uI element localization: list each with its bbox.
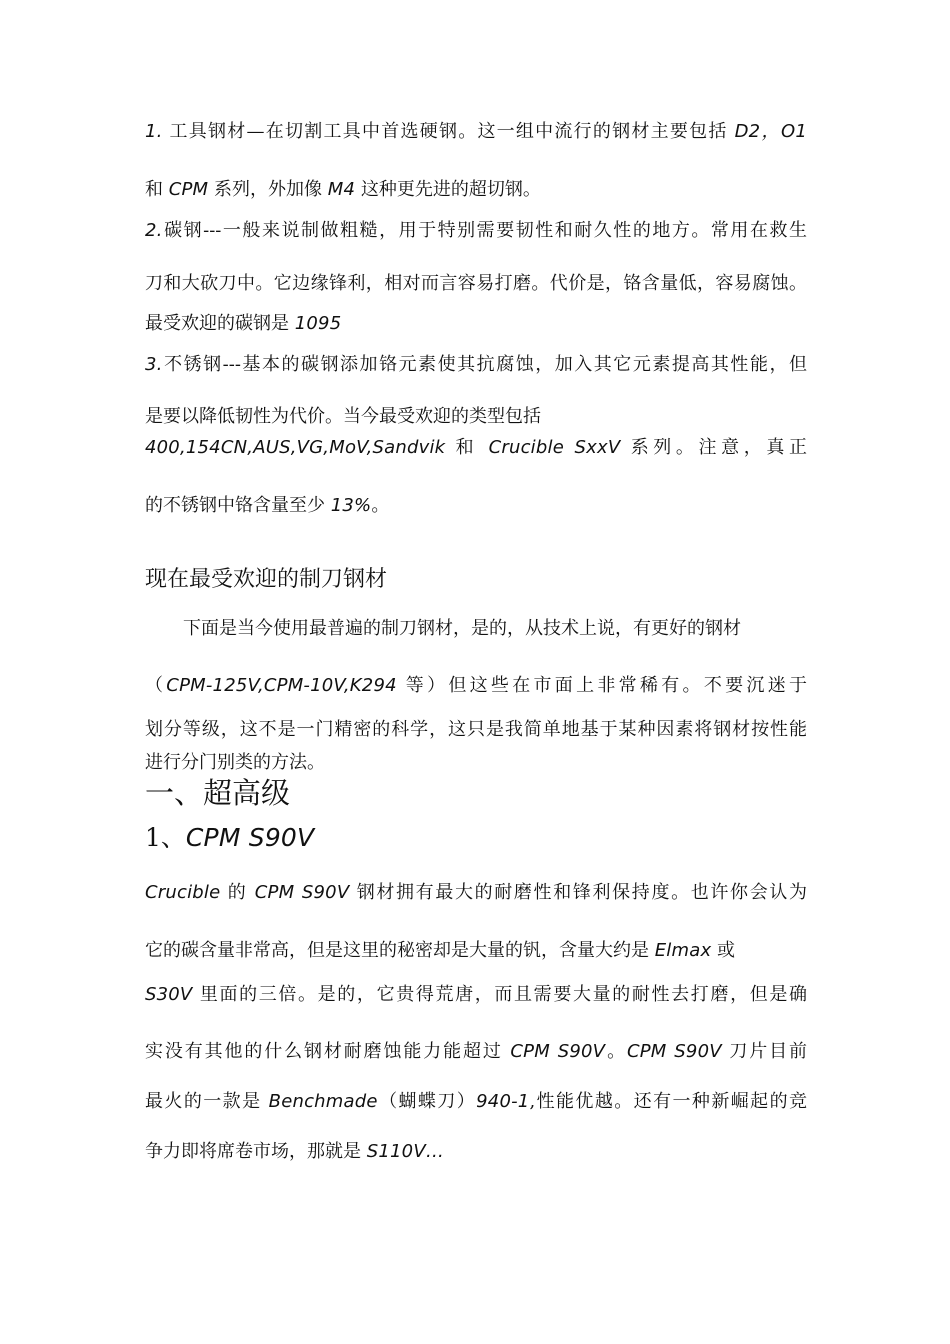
para2-line3: 最受欢迎的碳钢是 1095 — [145, 313, 342, 334]
para4-line6: 争力即将席卷市场，那就是 S110V… — [145, 1141, 445, 1162]
list-number: 3. — [145, 354, 163, 375]
para4-line3: S30V 里面的三倍。是的，它贵得荒唐，而且需要大量的耐性去打磨，但是确 — [145, 984, 807, 1005]
grade-heading: 一、超高级 — [145, 776, 291, 810]
para2-line2: 刀和大砍刀中。它边缘锋利，相对而言容易打磨。代价是，铬含量低，容易腐蚀。 — [145, 273, 807, 294]
section-line1: 下面是当今使用最普遍的制刀钢材，是的，从技术上说，有更好的钢材 — [183, 618, 741, 639]
section-line3: 划分等级，这不是一门精密的科学，这只是我简单地基于某种因素将钢材按性能 — [145, 719, 807, 740]
section-line4: 进行分门别类的方法。 — [145, 752, 325, 773]
para4-line4: 实没有其他的什么钢材耐磨蚀能力能超过 CPM S90V。CPM S90V 刀片目前 — [145, 1041, 807, 1062]
para4-line2: 它的碳含量非常高，但是这里的秘密却是大量的钒，含量大约是 Elmax 或 — [145, 940, 736, 961]
para1-line2: 和 CPM 系列，外加像 M4 这种更先进的超切钢。 — [145, 179, 541, 200]
list-number: 2. — [145, 220, 163, 241]
para3-line2: 是要以降低韧性为代价。当今最受欢迎的类型包括 — [145, 406, 541, 427]
para2-line1: 2.碳钢---一般来说制做粗糙，用于特别需要韧性和耐久性的地方。常用在救生 — [145, 220, 807, 241]
section-line2: （CPM-125V,CPM-10V,K294 等）但这些在市面上非常稀有。不要沉迷于 — [145, 675, 807, 696]
para1-line1: 1. 工具钢材—在切割工具中首选硬钢。这一组中流行的钢材主要包括 D2，O1 — [145, 121, 807, 142]
section-heading: 现在最受欢迎的制刀钢材 — [145, 567, 388, 592]
para4-line1: Crucible 的 CPM S90V 钢材拥有最大的耐磨性和锋利保持度。也许你会认为 — [145, 882, 807, 903]
steel-heading: 1、CPM S90V — [145, 823, 315, 852]
para3-line1: 3.不锈钢---基本的碳钢添加铬元素使其抗腐蚀，加入其它元素提高其性能，但 — [145, 354, 807, 375]
list-number: 1. — [145, 121, 163, 142]
para3-line4: 的不锈钢中铬含量至少 13%。 — [145, 495, 390, 516]
para3-line3: 400,154CN,AUS,VG,MoV,Sandvik 和 Crucible SxxV 系列。注意，真正 — [145, 437, 807, 458]
para4-line5: 最火的一款是 Benchmade（蝴蝶刀）940-1,性能优越。还有一种新崛起的竞 — [145, 1091, 807, 1112]
